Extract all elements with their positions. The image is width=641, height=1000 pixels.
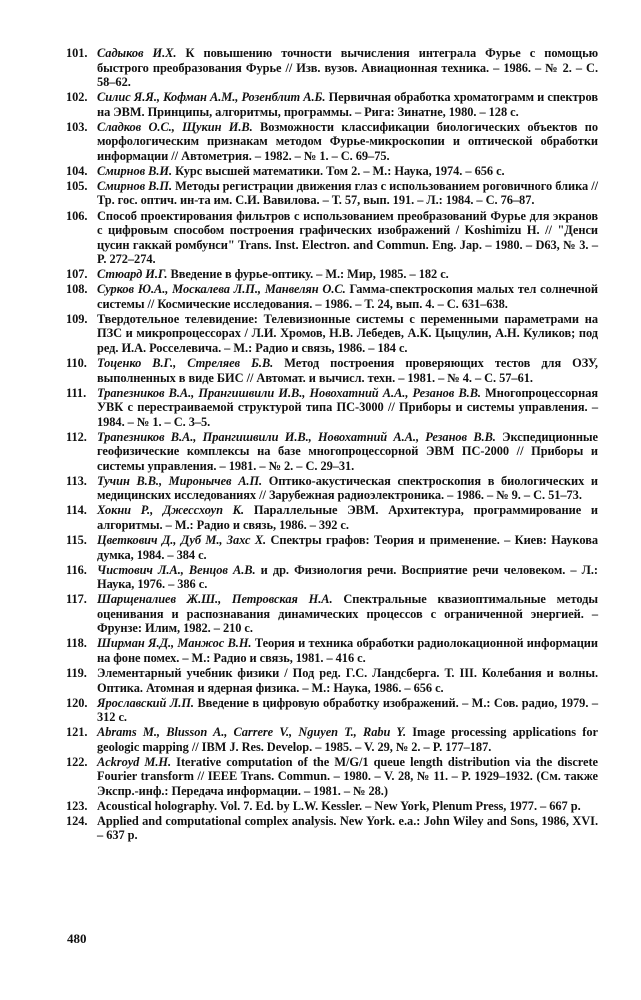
reference-authors: Сладков О.С., Щукин И.В.: [97, 119, 253, 134]
reference-authors: Ширман Я.Д., Манжос В.Н.: [97, 636, 252, 651]
reference-text: Параллельные ЭВМ. Архитектура, программирование и алгоритмы. – М.: Радио и связь, 1986. – 392 с.: [97, 503, 598, 532]
reference-text: Методы регистрации движения глаз с использованием роговичного блика // Тр. гос. оптич. ин-та им. С.И. Вавилова. – Т. 57, вып. 191. – Л.: 1984. – С. 76–87.: [97, 178, 598, 208]
reference-authors: Сурков Ю.А., Москалева Л.П., Манвелян О.С.: [97, 282, 346, 297]
reference-number: 110.: [66, 355, 87, 370]
reference-text: Твердотельное телевидение: Телевизионные системы с переменными параметрами на ПЗС и микропроцессорах / Л.И. Хромов, Н.В. Лебедев, А.К. Цыцулин, А.Н. Куликов; под ред. И.А. Росселевича. – М.: Радио и связь, 1986. – 184 с.: [97, 311, 598, 355]
reference-text: Applied and computational complex analysis. New York. e.a.: John Wiley and Sons, 1986, XVI. – 637 p.: [97, 813, 598, 843]
reference-number: 116.: [66, 562, 87, 577]
reference-text: Метод построения проверяющих тестов для ОЗУ, выполненных в виде БИС // Автомат. и вычисл. техн. – 1981. – № 4. – С. 57–61.: [97, 355, 598, 385]
reference-number: 122.: [66, 754, 88, 769]
reference-entry: [66, 164, 598, 179]
reference-text: Acoustical holography. Vol. 7. Ed. by L.W. Kessler. – New York, Plenum Press, 1977. – 667 p.: [97, 798, 581, 813]
reference-text: Элементарный учебник физики / Под ред. Г.С. Ландсберга. Т. III. Колебания и волны. Оптика. Атомная и ядерная физика. – М.: Наука, 1986. – 656 с.: [97, 665, 598, 695]
reference-entry: [66, 799, 598, 814]
reference-number: 111.: [66, 385, 87, 400]
reference-entry: [66, 209, 598, 267]
reference-authors: Тоценко В.Г., Стреляев Б.В.: [97, 355, 274, 370]
reference-entry: [66, 386, 598, 430]
reference-number: 104.: [66, 163, 88, 178]
reference-entry: [66, 636, 598, 665]
reference-number: 124.: [66, 813, 88, 828]
reference-text: Гамма-спектроскопия малых тел солнечной системы // Космические исследования. – 1986. – Т. 24, вып. 4. – С. 631–638.: [97, 282, 598, 311]
reference-entry: [66, 356, 598, 385]
reference-list: [66, 46, 598, 844]
reference-entry: [66, 430, 598, 474]
reference-text: К повышению точности вычисления интеграла Фурье с помощью быстрого преобразования Фурье // Изв. вузов. Авиационная техника. – 1986. – № 2. – С. 58–62.: [97, 46, 598, 90]
reference-text: Введение в фурье-оптику. – М.: Мир, 1985. – 182 с.: [170, 267, 449, 282]
reference-number: 112.: [66, 429, 87, 444]
reference-text: Курс высшей математики. Том 2. – М.: Наука, 1974. – 656 с.: [175, 163, 505, 178]
reference-authors: Чистович Л.А., Венцов А.В.: [97, 562, 256, 577]
reference-authors: Трапезников В.А., Прангишвили И.В., Новохатний А.А., Резанов В.В.: [97, 429, 496, 444]
reference-entry: [66, 592, 598, 636]
reference-number: 114.: [66, 503, 87, 518]
reference-text: Спектры графов: Теория и применение. – Киев: Наукова думка, 1984. – 384 с.: [97, 533, 598, 562]
reference-number: 113.: [66, 473, 87, 488]
reference-number: 109.: [66, 311, 88, 326]
reference-authors: Цветкович Д., Дуб М., Захс Х.: [97, 533, 267, 548]
reference-number: 117.: [66, 592, 87, 607]
reference-text: Введение в цифровую обработку изображений. – М.: Сов. радио, 1979. – 312 с.: [97, 695, 598, 725]
reference-authors: Шарщеналиев Ж.Ш., Петровская Н.А.: [97, 592, 333, 607]
reference-entry: [66, 90, 598, 119]
reference-authors: Ackroyd M.H.: [97, 754, 172, 769]
reference-text: Спектральные квазиоптимальные методы оценивания и распознавания динамических процессов с ограниченной энергией. – Фрунзе: Илим, 1982. – 210 с.: [97, 592, 598, 636]
reference-number: 101.: [66, 46, 88, 60]
reference-text: Image processing applications for geologic mapping // IBM J. Res. Develop. – 1985. – V. 29, № 2. – P. 177–187.: [97, 725, 598, 754]
reference-number: 120.: [66, 695, 88, 710]
reference-entry: [66, 814, 598, 843]
reference-entry: [66, 179, 598, 208]
reference-entry: [66, 46, 598, 90]
reference-authors: Тучин В.В., Миронычев А.П.: [97, 473, 263, 488]
reference-text: Многопроцессорная УВК с перестраиваемой структурой типа ПС-3000 // Приборы и системы управления. – 1984. – № 1. – С. 3–5.: [97, 385, 598, 429]
reference-number: 108.: [66, 282, 88, 297]
reference-number: 103.: [66, 119, 88, 134]
reference-entry: [66, 312, 598, 356]
reference-authors: Садыков И.Х.: [97, 46, 177, 60]
reference-number: 107.: [66, 267, 88, 282]
reference-text: Оптико-акустическая спектроскопия в биологических и медицинских исследованиях // Зарубежная радиоэлектроника. – 1986. – № 9. – С. 51–73.: [97, 473, 598, 503]
reference-entry: [66, 474, 598, 503]
page-number: 480: [67, 931, 87, 946]
reference-text: Первичная обработка хроматограмм и спектров на ЭВМ. Принципы, алгоритмы, программы. – Рига: Зинатне, 1980. – 128 с.: [97, 90, 598, 119]
reference-number: 121.: [66, 725, 88, 740]
reference-number: 106.: [66, 208, 88, 223]
reference-entry: [66, 666, 598, 695]
reference-number: 118.: [66, 636, 87, 651]
reference-authors: Хокни Р., Джессхоуп К.: [97, 503, 245, 518]
reference-entry: [66, 725, 598, 754]
reference-number: 115.: [66, 533, 87, 548]
reference-entry: [66, 120, 598, 164]
reference-authors: Abrams M., Blusson A., Carrere V., Nguyen T., Rabu Y.: [97, 725, 407, 740]
reference-text: Возможности классификации биологических объектов по морфологическим признакам методом Фурье-микроскопии и оптической обработки информации // Автометрия. – 1982. – № 1. – С. 69–75.: [97, 119, 599, 163]
reference-text: Экспедиционные геофизические комплексы на базе многопроцессорной ЭВМ ПС-2000 // Приборы и системы управления. – 1981. – № 2. – С. 29–31.: [97, 429, 598, 473]
reference-text: Теория и техника обработки радиолокационной информации на фоне помех. – М.: Радио и связь, 1981. – 416 с.: [97, 636, 598, 665]
reference-entry: [66, 267, 598, 282]
reference-authors: Силис Я.Я., Кофман А.М., Розенблит А.Б.: [97, 90, 326, 105]
reference-text: Iterative computation of the M/G/1 queue length distribution via the discrete Fourier transform // IEEE Trans. Commun. – 1980. – V. 28, № 11. – P. 1929–1932. (См. также Экспр.-инф.: Передача информации. – 1981. – № 28.): [97, 754, 598, 798]
reference-number: 123.: [66, 798, 88, 813]
reference-text: и др. Физиология речи. Восприятие речи человеком. – Л.: Наука, 1976. – 386 с.: [97, 562, 598, 592]
reference-number: 102.: [66, 90, 88, 105]
reference-entry: [66, 533, 598, 562]
reference-entry: [66, 282, 598, 311]
reference-authors: Стюард И.Г.: [97, 267, 168, 282]
reference-text: Способ проектирования фильтров с использованием преобразований Фурье для экранов с цифровым способом построения графических изображений / Koshimizu H. // "Денси цусин гаккай ромбунси" Trans. Inst. Electron. and Commun. Eng. Jap. – 1980. – D63, № 3. – P. 272–274.: [97, 208, 598, 267]
reference-authors: Трапезников В.А., Прангишвили И.В., Новохатний А.А., Резанов В.В.: [97, 385, 481, 400]
reference-authors: Ярославский Л.П.: [97, 695, 194, 710]
reference-number: 119.: [66, 665, 87, 680]
reference-entry: [66, 755, 598, 799]
reference-entry: [66, 696, 598, 725]
reference-number: 105.: [66, 178, 88, 193]
reference-authors: Смирнов В.И.: [97, 163, 173, 178]
reference-authors: Смирнов В.П.: [97, 178, 173, 193]
reference-entry: [66, 503, 598, 532]
reference-entry: [66, 563, 598, 592]
